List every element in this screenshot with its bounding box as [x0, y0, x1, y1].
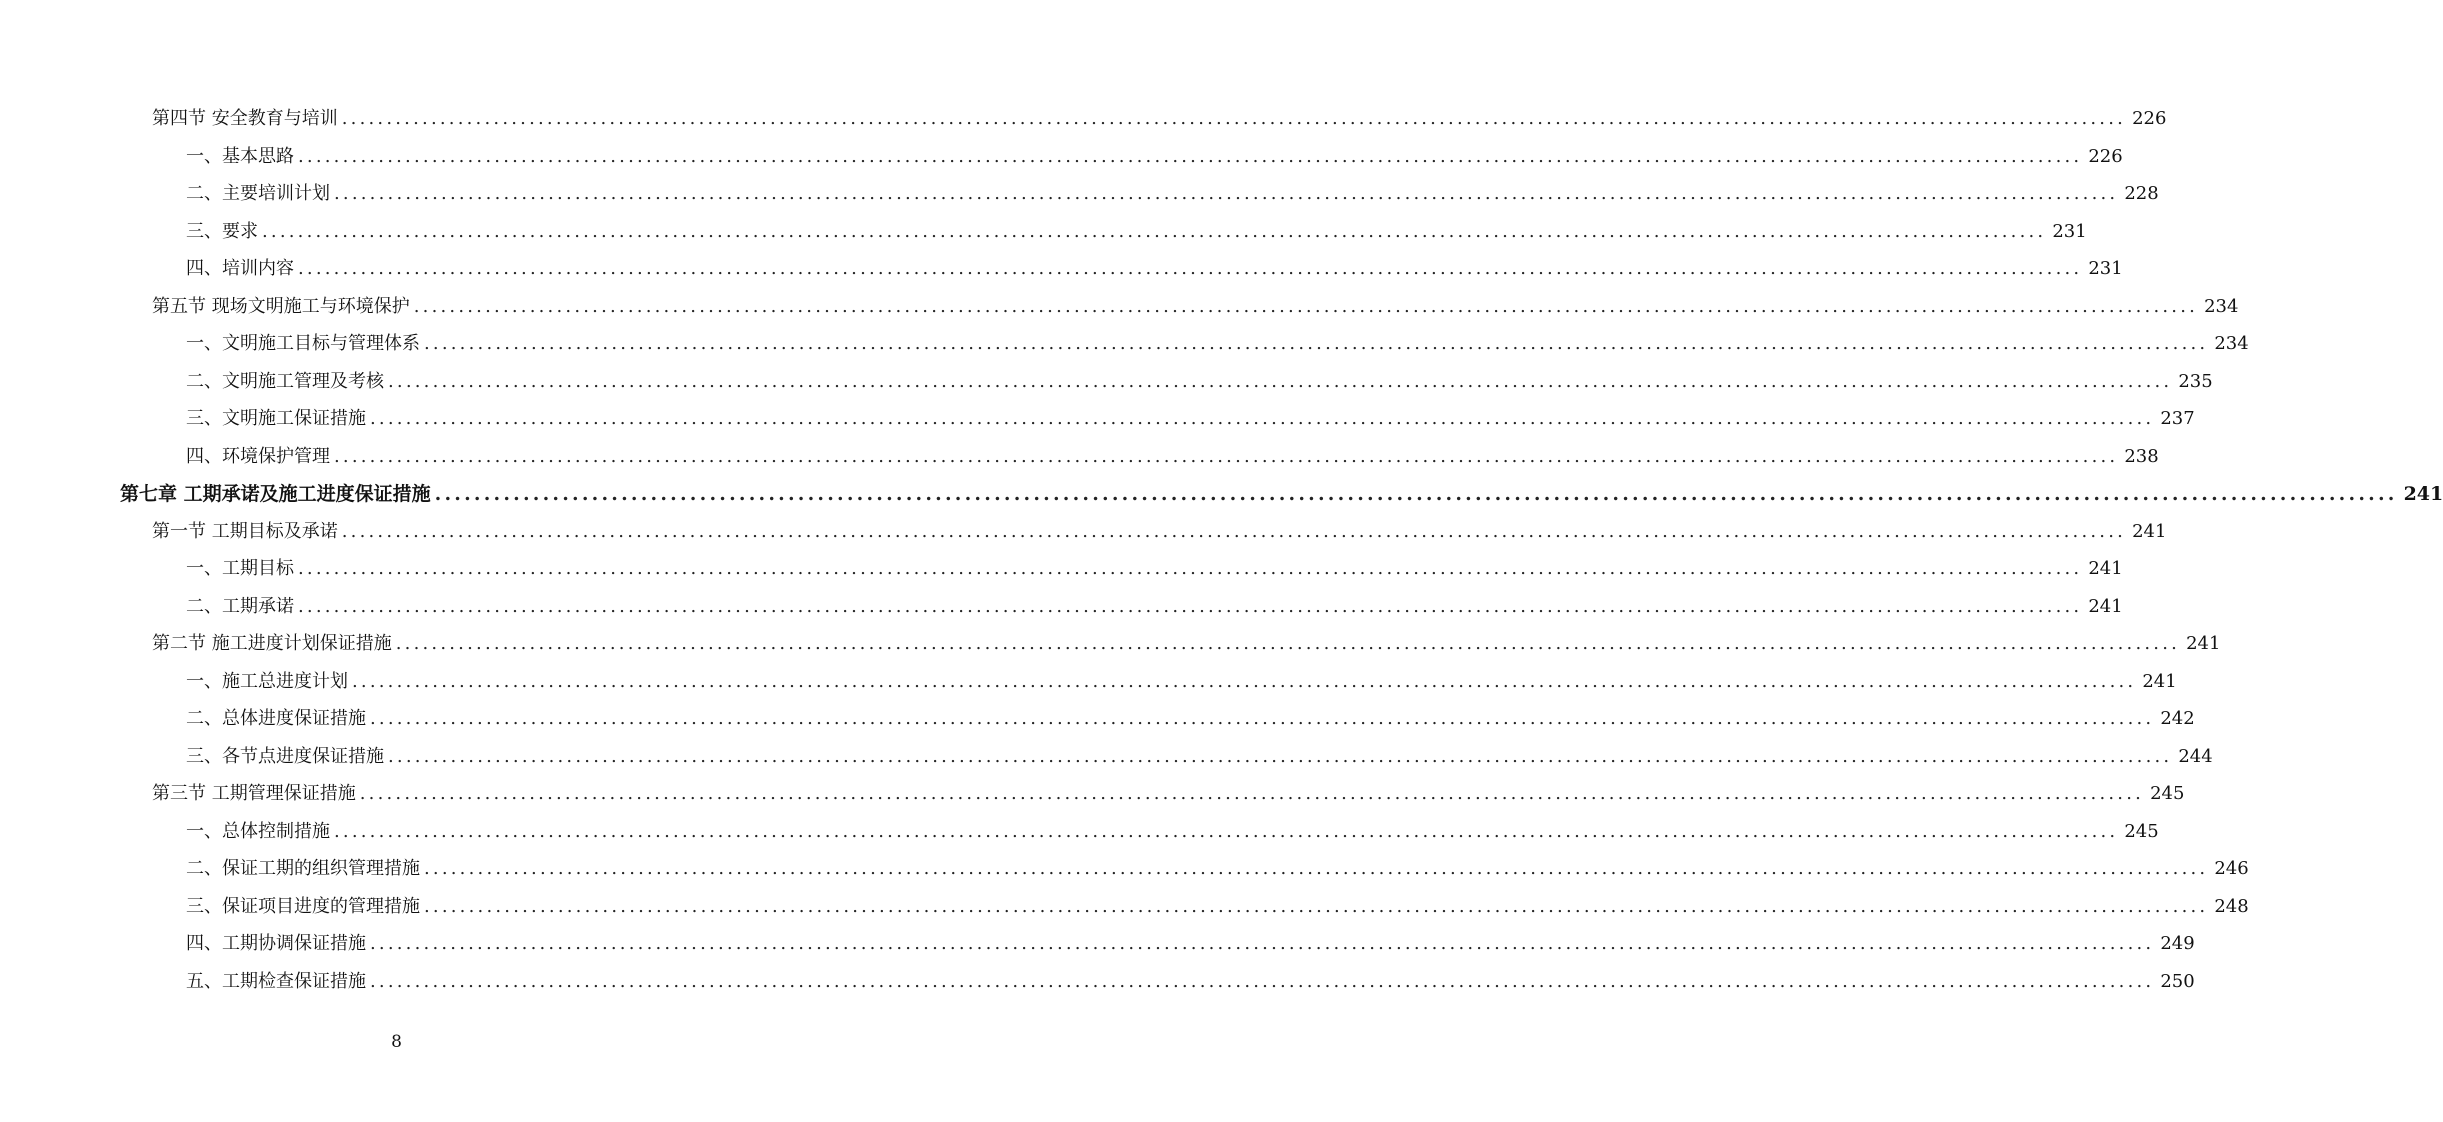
toc-subsection-entry[interactable]: [186, 592, 2123, 622]
toc-entry-title: 第三节 工期管理保证措施: [152, 783, 356, 804]
toc-subsection-entry[interactable]: [186, 442, 2159, 472]
toc-entry-title: 五、工期检查保证措施: [186, 970, 366, 992]
toc-entry-title: 一、工期目标: [186, 558, 294, 579]
toc-subsection-entry[interactable]: [186, 179, 2159, 209]
toc-subsection-entry[interactable]: [186, 217, 2087, 247]
toc-entry-title: 三、保证项目进度的管理措施: [186, 895, 420, 917]
toc-entry-title: 一、施工总进度计划: [186, 670, 348, 692]
toc-subsection-entry[interactable]: [186, 892, 2249, 922]
toc-subsection-entry[interactable]: [186, 404, 2195, 434]
toc-entry-page: 241: [2088, 558, 2123, 579]
toc-dot-leader: ........................................................................................................................................................................................................: [370, 408, 2155, 429]
toc-entry-page: 241: [2088, 595, 2123, 617]
toc-entry-title: 四、工期协调保证措施: [186, 933, 366, 954]
toc-entry-page: 234: [2204, 295, 2239, 317]
toc-entry-page: 241: [2132, 520, 2167, 542]
toc-entry-page: 245: [2124, 820, 2159, 842]
toc-section-entry[interactable]: [152, 292, 2239, 322]
toc-dot-leader: ........................................................................................................................................................................................................: [262, 220, 2047, 242]
toc-entry-page: 237: [2160, 408, 2195, 429]
toc-dot-leader: ........................................................................................................................................................................................................: [388, 370, 2173, 392]
toc-entry-title: 第七章 工期承诺及施工进度保证措施: [120, 483, 431, 505]
toc-entry-page: 235: [2178, 370, 2213, 392]
toc-entry-page: 228: [2124, 183, 2159, 204]
toc-section-entry[interactable]: [152, 517, 2167, 547]
toc-entry-title: 二、文明施工管理及考核: [186, 370, 384, 392]
toc-chapter-entry[interactable]: [120, 479, 2443, 509]
toc-dot-leader: ........................................................................................................................................................................................................: [298, 145, 2083, 167]
toc-entry-title: 一、基本思路: [186, 145, 294, 167]
toc-subsection-entry[interactable]: [186, 929, 2195, 959]
toc-entry-page: 241: [2142, 670, 2177, 692]
toc-entry-title: 二、保证工期的组织管理措施: [186, 858, 420, 879]
toc-entry-title: 第五节 现场文明施工与环境保护: [152, 295, 410, 317]
toc-entry-page: 250: [2160, 970, 2195, 992]
toc-dot-leader: ........................................................................................................................................................................................................: [370, 933, 2155, 954]
toc-subsection-entry[interactable]: [186, 667, 2177, 697]
toc-entry-page: 244: [2178, 745, 2213, 767]
toc-dot-leader: ........................................................................................................................................................................................................: [298, 258, 2083, 279]
toc-subsection-entry[interactable]: [186, 704, 2195, 734]
toc-subsection-entry[interactable]: [186, 854, 2249, 884]
toc-entry-page: 226: [2132, 108, 2167, 129]
toc-entry-page: 238: [2124, 445, 2159, 467]
toc-entry-page: 242: [2160, 708, 2195, 729]
toc-entry-page: 241: [2186, 633, 2221, 654]
toc-entry-title: 第二节 施工进度计划保证措施: [152, 633, 392, 654]
toc-entry-page: 234: [2214, 333, 2249, 354]
toc-subsection-entry[interactable]: [186, 967, 2195, 997]
toc-entry-page: 231: [2088, 258, 2123, 279]
toc-entry-title: 第一节 工期目标及承诺: [152, 520, 338, 542]
toc-entry-title: 三、要求: [186, 220, 258, 242]
toc-entry-title: 四、环境保护管理: [186, 445, 330, 467]
toc-dot-leader: ........................................................................................................................................................................................................: [341, 108, 2127, 129]
toc-section-entry[interactable]: [152, 629, 2221, 659]
toc-subsection-entry[interactable]: [186, 554, 2123, 584]
toc-entry-page: 245: [2150, 783, 2185, 804]
toc-section-entry[interactable]: [152, 779, 2185, 809]
toc-entry-title: 四、培训内容: [186, 258, 294, 279]
toc-dot-leader: ........................................................................................................................................................................................................: [298, 595, 2083, 617]
toc-entry-page: 231: [2052, 220, 2087, 242]
toc-entry-page: 246: [2214, 858, 2249, 879]
toc-entry-title: 二、主要培训计划: [186, 183, 330, 204]
toc-entry-title: 三、各节点进度保证措施: [186, 745, 384, 767]
toc-entry-title: 第四节 安全教育与培训: [152, 108, 338, 129]
toc-dot-leader: ........................................................................................................................................................................................................: [388, 745, 2173, 767]
toc-dot-leader: ........................................................................................................................................................................................................: [334, 820, 2119, 842]
toc-entry-title: 一、文明施工目标与管理体系: [186, 333, 420, 354]
toc-dot-leader: ........................................................................................................................................................................................................: [359, 783, 2145, 804]
toc-dot-leader: ........................................................................................................................................................................................................: [434, 483, 2398, 505]
toc-entry-title: 一、总体控制措施: [186, 820, 330, 842]
toc-entry-page: 248: [2214, 895, 2249, 917]
toc-dot-leader: ........................................................................................................................................................................................................: [352, 670, 2137, 692]
toc-dot-leader: ........................................................................................................................................................................................................: [413, 295, 2199, 317]
toc-subsection-entry[interactable]: [186, 817, 2159, 847]
toc-subsection-entry[interactable]: [186, 142, 2123, 172]
toc-dot-leader: ........................................................................................................................................................................................................: [298, 558, 2083, 579]
toc-dot-leader: ........................................................................................................................................................................................................: [334, 445, 2119, 467]
toc-subsection-entry[interactable]: [186, 329, 2249, 359]
toc-entry-title: 三、文明施工保证措施: [186, 408, 366, 429]
toc-entry-title: 二、总体进度保证措施: [186, 708, 366, 729]
toc-dot-leader: ........................................................................................................................................................................................................: [334, 183, 2119, 204]
toc-dot-leader: ........................................................................................................................................................................................................: [424, 858, 2209, 879]
toc-subsection-entry[interactable]: [186, 254, 2123, 284]
toc-entry-page: 241: [2403, 483, 2443, 505]
toc-dot-leader: ........................................................................................................................................................................................................: [424, 895, 2209, 917]
toc-dot-leader: ........................................................................................................................................................................................................: [370, 708, 2155, 729]
toc-dot-leader: ........................................................................................................................................................................................................: [341, 520, 2127, 542]
toc-section-entry[interactable]: [152, 104, 2167, 134]
toc-dot-leader: ........................................................................................................................................................................................................: [395, 633, 2181, 654]
page-number: 8: [391, 1032, 402, 1052]
toc-entry-page: 226: [2088, 145, 2123, 167]
toc-subsection-entry[interactable]: [186, 742, 2213, 772]
toc-dot-leader: ........................................................................................................................................................................................................: [370, 970, 2155, 992]
toc-dot-leader: ........................................................................................................................................................................................................: [424, 333, 2209, 354]
toc-entry-page: 249: [2160, 933, 2195, 954]
toc-subsection-entry[interactable]: [186, 367, 2213, 397]
toc-entry-title: 二、工期承诺: [186, 595, 294, 617]
